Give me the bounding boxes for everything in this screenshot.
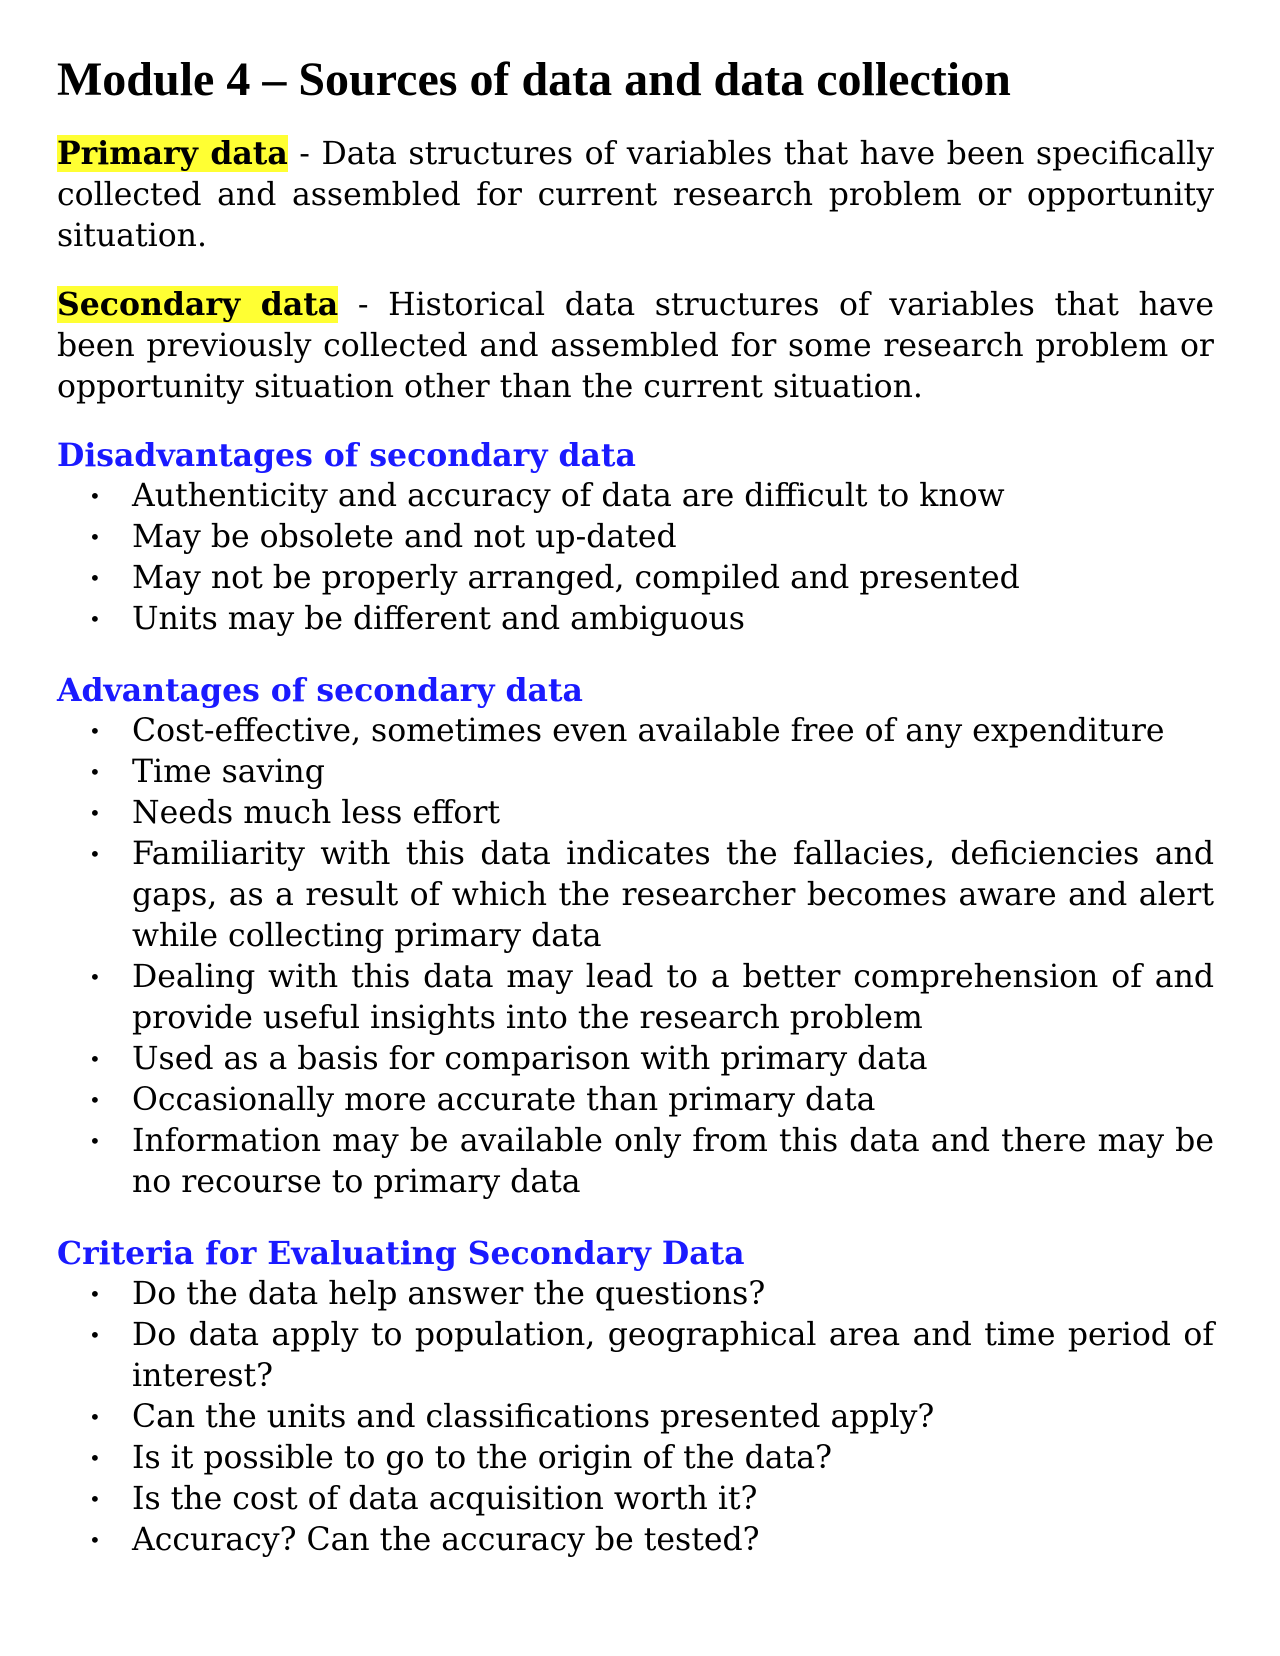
list-item-text: May be obsolete and not up-dated (132, 519, 677, 556)
advantages-list (57, 711, 1214, 1203)
primary-data-term: Primary data (57, 135, 288, 173)
list-item-text: Can the units and classifications presented apply? (132, 1399, 935, 1436)
list-item (57, 1274, 1214, 1315)
bullet-icon: • (89, 719, 101, 744)
bullet-icon: • (89, 525, 101, 550)
bullet-icon: • (89, 1047, 101, 1072)
criteria-list (57, 1274, 1214, 1561)
bullet-icon: • (89, 1446, 101, 1471)
secondary-data-text: - Historical data structures of variables that have been previously collected and assembled for some research problem or opportunity situation other than the current situation. (57, 287, 1214, 406)
list-item (57, 1520, 1214, 1561)
secondary-data-term: Secondary data (57, 286, 339, 324)
list-item (57, 793, 1214, 834)
bullet-icon: • (89, 760, 101, 785)
list-item (57, 1039, 1214, 1080)
bullet-icon: • (89, 1282, 101, 1307)
list-item-text: Dealing with this data may lead to a better comprehension of and provide useful insights into the research problem (132, 959, 1214, 1037)
list-item (57, 711, 1214, 752)
bullet-icon: • (89, 1323, 101, 1348)
primary-data-definition (57, 133, 1214, 257)
list-item-text: Used as a basis for comparison with primary data (132, 1041, 928, 1078)
criteria-heading: Criteria for Evaluating Secondary Data (57, 1235, 745, 1273)
list-item-text: Do data apply to population, geographical area and time period of interest? (132, 1317, 1214, 1395)
list-item (57, 752, 1214, 793)
list-item-text: Occasionally more accurate than primary data (132, 1082, 876, 1119)
bullet-icon: • (89, 801, 101, 826)
bullet-icon: • (89, 566, 101, 591)
bullet-icon: • (89, 1129, 101, 1154)
list-item-text: Units may be different and ambiguous (132, 601, 745, 638)
list-item (57, 1397, 1214, 1438)
list-item (57, 599, 1214, 640)
list-item-text: May not be properly arranged, compiled and presented (132, 560, 1020, 597)
list-item-text: Is it possible to go to the origin of the data? (132, 1440, 832, 1477)
primary-data-text: - Data structures of variables that have been specifically collected and assembled for current research problem or opportunity situation. (57, 136, 1214, 255)
list-item-text: Cost-effective, sometimes even available free of any expenditure (132, 713, 1165, 750)
bullet-icon: • (89, 1405, 101, 1430)
list-item-text: Needs much less effort (132, 795, 501, 832)
list-item (57, 1315, 1214, 1397)
list-item (57, 476, 1214, 517)
bullet-icon: • (89, 484, 101, 509)
list-item-text: Is the cost of data acquisition worth it? (132, 1481, 758, 1518)
list-item-text: Information may be available only from this data and there may be no recourse to primary data (132, 1123, 1214, 1201)
disadvantages-list (57, 476, 1214, 640)
list-item (57, 517, 1214, 558)
bullet-icon: • (89, 1528, 101, 1553)
list-item-text: Familiarity with this data indicates the fallacies, deficiencies and gaps, as a result of which the researcher becomes aware and alert while collecting primary data (132, 836, 1214, 955)
list-item (57, 558, 1214, 599)
list-item (57, 1479, 1214, 1520)
secondary-data-definition (57, 284, 1214, 408)
list-item-text: Accuracy? Can the accuracy be tested? (132, 1522, 760, 1559)
bullet-icon: • (89, 842, 101, 867)
page-title: Module 4 – Sources of data and data collection (57, 53, 1011, 106)
list-item-text: Time saving (132, 754, 325, 791)
bullet-icon: • (89, 1088, 101, 1113)
list-item (57, 1438, 1214, 1479)
advantages-heading: Advantages of secondary data (57, 672, 583, 710)
document-page (57, 52, 1214, 1561)
disadvantages-heading: Disadvantages of secondary data (57, 437, 636, 475)
list-item (57, 834, 1214, 957)
list-item (57, 1080, 1214, 1121)
list-item (57, 1121, 1214, 1203)
bullet-icon: • (89, 965, 101, 990)
list-item (57, 957, 1214, 1039)
list-item-text: Authenticity and accuracy of data are difficult to know (132, 478, 1005, 515)
bullet-icon: • (89, 1487, 101, 1512)
bullet-icon: • (89, 607, 101, 632)
list-item-text: Do the data help answer the questions? (132, 1276, 766, 1313)
